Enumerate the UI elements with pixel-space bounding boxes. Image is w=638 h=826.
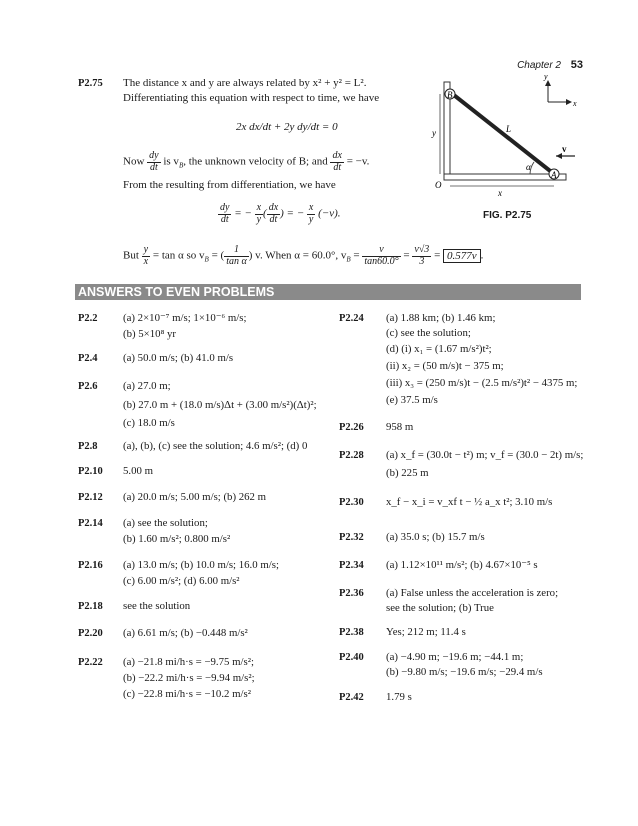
now-end: = −v. [346,155,370,168]
answer-line: see the solution; (b) True [386,602,494,614]
figure-caption: FIG. P2.75 [483,210,532,221]
answer-label: P2.12 [78,492,103,503]
label-x: x [498,188,502,198]
problem-line-3: From the resulting from differentiation, we have [123,179,336,191]
answer-label: P2.42 [339,692,364,703]
answer-line: 958 m [386,421,414,433]
chapter-label: Chapter 2 [517,60,561,71]
label-axis-y: y [544,72,548,81]
now-mid: is v [163,155,179,168]
problem-line-2: Differentiating this equation with respect to time, we have [123,92,380,104]
problem-line-1: The distance x and y are always related by x² + y² = L². [123,77,367,89]
answer-label: P2.2 [78,313,98,324]
answer-label: P2.18 [78,601,103,612]
answer-line: (a) see the solution; [123,517,208,529]
answer-line: (a) 50.0 m/s; (b) 41.0 m/s [123,352,234,364]
answer-label: P2.28 [339,450,364,461]
answer-line: (b) 27.0 m + (18.0 m/s)Δt + (3.00 m/s²)(Δt)²; [123,399,317,411]
answer-line: x_f − x_i = v_xf t − ½ a_x t²; 3.10 m/s [386,496,553,508]
answer-line: 1.79 s [386,691,412,703]
answer-label: P2.16 [78,560,103,571]
figure-p2-75 [430,70,590,200]
answer-line: (a) False unless the acceleration is zero; [386,587,559,599]
answer-line: 5.00 m [123,465,153,477]
answer-line: (iii) x₃ = (250 m/s)t − (2.5 m/s²)t² − 4375 m; [386,377,578,389]
answer-line: (b) −22.2 mi/h·s = −9.94 m/s²; [123,672,255,684]
answer-line: (a) 20.0 m/s; 5.00 m/s; (b) 262 m [123,491,267,503]
answer-line: (a) −4.90 m; −19.6 m; −44.1 m; [386,651,524,663]
equation-2: $\frac{dy}{dt}$ = − $\frac{x}{y}$ ( $\frac{dx}{dt}$ ) = − $\frac{x}{y}$ (−v). [220,202,341,225]
now-mid-2: , the unknown velocity of B; and [183,155,328,168]
answer-line: (a), (b), (c) see the solution; 4.6 m/s²; (d) 0 [123,440,308,452]
answer-line: (a) x_f = (30.0t − t²) m; v_f = (30.0 − 2t) m/s; [386,449,584,461]
problem-label: P2.75 [78,78,103,89]
answer-label: P2.40 [339,652,364,663]
but-tail-2: v. When α = 60.0°, v [255,249,347,262]
answer-line: (c) 6.00 m/s²; (d) 6.00 m/s² [123,575,240,587]
answer-line: (e) 37.5 m/s [386,394,438,406]
answer-label: P2.6 [78,381,98,392]
answer-label: P2.10 [78,466,103,477]
page-number: 53 [570,59,583,71]
ladder-rod [450,92,554,174]
answer-line: (d) (i) x₁ = (1.67 m/s²)t²; [386,343,492,355]
answer-line: (b) 1.60 m/s²; 0.800 m/s² [123,533,231,545]
answer-line: (a) 13.0 m/s; (b) 10.0 m/s; 16.0 m/s; [123,559,279,571]
label-l: L [506,124,512,134]
answer-line: see the solution [123,600,191,612]
answer-line: Yes; 212 m; 11.4 s [386,626,466,638]
equation-2-tail: (−v). [318,207,341,220]
label-alpha: α [526,162,531,172]
answer-line: (c) 18.0 m/s [123,417,175,429]
label-b: B [447,90,453,100]
but-line: But $\frac{y}{x}$ = tan α so $v_B$ = ( $\frac{1}{\text{tan α}}$ ) v. When α = 60.0°, $v_B$ = $\frac{v}{\tan 60.0^\circ}$ = $\frac{v√3}{3}$ = 0.577v . [123,244,484,267]
dy-dt-fraction: $\frac{dy}{dt}$ [149,150,159,173]
answer-line: (b) 5×10⁸ yr [123,328,177,340]
label-y: y [432,128,436,138]
but-tail: = tan α so v [152,249,205,262]
label-a: A [551,170,557,180]
answer-label: P2.32 [339,532,364,543]
answer-line: (a) 2×10⁻⁷ m/s; 1×10⁻⁶ m/s; [123,312,247,324]
axis-x-arrowhead [566,99,572,105]
answer-line: (a) −21.8 mi/h·s = −9.75 m/s²; [123,656,254,668]
equation-1: 2x dx/dt + 2y dy/dt = 0 [236,121,338,133]
now-prefix: Now [123,155,145,168]
floor [444,174,566,180]
answer-line: (b) −9.80 m/s; −19.6 m/s; −29.4 m/s [386,666,543,678]
answer-label: P2.4 [78,353,98,364]
section-title-bar: ANSWERS TO EVEN PROBLEMS [75,284,581,300]
boxed-answer: 0.577v [443,249,481,263]
answer-label: P2.20 [78,628,103,639]
answer-line: (a) 1.88 km; (b) 1.46 km; [386,312,496,324]
answer-label: P2.26 [339,422,364,433]
answer-line: (a) 6.61 m/s; (b) −0.448 m/s² [123,627,248,639]
answer-label: P2.24 [339,313,364,324]
label-axis-x: x [573,99,577,108]
answer-label: P2.34 [339,560,364,571]
answer-line: (a) 1.12×10¹¹ m/s²; (b) 4.67×10⁻⁵ s [386,559,538,571]
answer-label: P2.14 [78,518,103,529]
answer-line: (b) 225 m [386,467,429,479]
label-o: O [435,180,442,190]
but-text: But [123,249,139,262]
answer-line: (a) 35.0 s; (b) 15.7 m/s [386,531,485,543]
answer-line: (a) 27.0 m; [123,380,171,392]
answer-label: P2.8 [78,441,98,452]
answer-line: (c) see the solution; [386,327,471,339]
answer-label: P2.36 [339,588,364,599]
answer-label: P2.38 [339,627,364,638]
answer-line: (ii) x₂ = (50 m/s)t − 375 m; [386,360,504,372]
answer-line: (c) −22.8 mi/h·s = −10.2 m/s² [123,688,251,700]
label-v: v [562,144,567,154]
answer-label: P2.22 [78,657,103,668]
answer-label: P2.30 [339,497,364,508]
dx-dt-fraction: $\frac{dx}{dt}$ [332,150,342,173]
now-line: Now $\frac{dy}{dt}$ is $v_B$, the unknown velocity of B; and $\frac{dx}{dt}$ = −v. [123,150,370,173]
